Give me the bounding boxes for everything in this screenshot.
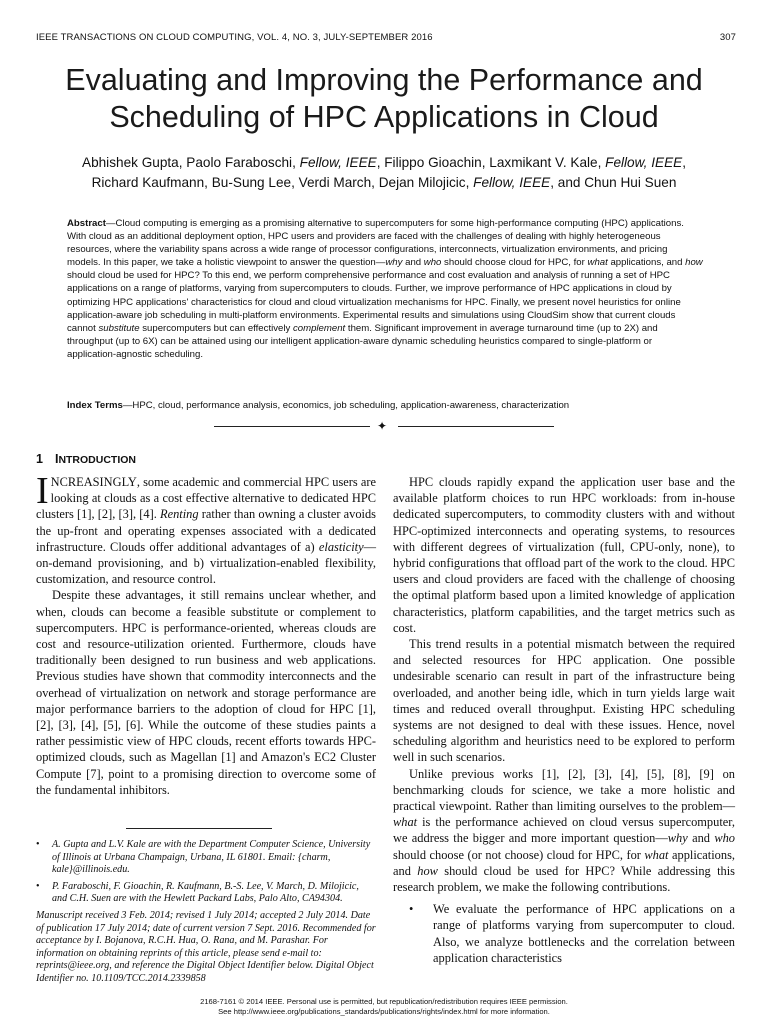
affiliation-note (36, 881, 376, 906)
bullet-icon: • (409, 902, 414, 917)
author-list (40, 153, 728, 193)
manuscript-info: Manuscript received 3 Feb. 2014; revised 1 July 2014; accepted 2 July 2014. Date of publication 17 July 2014; date of current version 7 Sept. 2016. Recommended for acceptance by I. Bojanova, R.C.H. Hua, O. Rana, and M. Parashar. For information on obtaining reprints of this article, please send e-mail to: reprints@ieee.org, and reference the Digital Object Identifier below. Digital Object Identifier no. 10.1109/TCC.2014.2339858 (36, 909, 376, 984)
author-line-1: Abhishek Gupta, Paolo Faraboschi, Fellow, IEEE, Filippo Gioachin, Laxmikant V. Kale, Fellow, IEEE, (82, 155, 686, 170)
lead-in-small-caps: NCREASINGLY (50, 475, 137, 489)
list-item (393, 901, 735, 966)
section-heading (36, 452, 136, 466)
body-paragraph: HPC clouds rapidly expand the application user base and the available platform choices to run HPC workloads: from in-house dedicated supercomputers, to commodity clusters with and without HPC-optimized interconnects and operating systems, to resources with different degrees of virtualization (full, CPU-only, none), to hybrid configurations that offload part of the work to the cloud. HPC users and cloud providers are faced with the challenge of choosing the optimal platform based upon a limited knowledge of application characteristics, platform capabilities, and the target metrics such as cost. (393, 475, 735, 635)
bullet-icon: • (36, 839, 40, 850)
drop-cap: I (36, 470, 49, 512)
abstract-text: —Cloud computing is emerging as a promising alternative to supercomputers for some high-performance computing (HPC) applications. With cloud as an additional deployment option, HPC users and providers are faced with the challenges of dealing with highly heterogeneous resources, where the variability spans across a wide range of processor configurations, interconnects, virtualization environments, and pricing models. In this paper, we take a holistic viewpoint to answer the question—why and who should choose cloud for HPC, for what applications, and how should cloud be used for HPC? To this end, we perform comprehensive performance and cost evaluation and analysis of running a set of HPC applications on a range of platforms, varying from supercomputers to clouds. Further, we improve performance of HPC applications in cloud by optimizing HPC applications' characteristics for cloud and cloud virtualization mechanisms for HPC. Finally, we present novel heuristics for online application-aware job scheduling in multi-platform environments. Experimental results and simulations using CloudSim show that current clouds cannot substitute supercomputers but can effectively complement them. Significant improvement in average turnaround time (up to 2X) and throughput (up to 6X) can be attained using our intelligent application-aware dynamic scheduling heuristics compared to single-platform or application-agnostic scheduling. (67, 218, 703, 360)
footnote-rule (126, 828, 272, 829)
section-title-initial: I (54, 452, 59, 466)
right-column (393, 474, 735, 966)
running-header (36, 32, 736, 46)
bullet-icon: • (36, 880, 40, 892)
index-terms-label: Index Terms (67, 400, 123, 411)
contribution-list (393, 901, 735, 966)
abstract (67, 217, 703, 361)
page-number: 307 (719, 32, 736, 43)
copyright-footer (0, 997, 768, 1017)
journal-info: IEEE TRANSACTIONS ON CLOUD COMPUTING, VOL. 4, NO. 3, JULY-SEPTEMBER 2016 (36, 32, 433, 43)
separator-rule-right (398, 426, 554, 427)
index-terms-text: —HPC, cloud, performance analysis, economics, job scheduling, application-awareness, characterization (122, 400, 570, 411)
section-title-rest: NTRODUCTION (58, 454, 137, 466)
left-column (36, 470, 376, 798)
paragraph-text: , some academic and commercial HPC users are looking at clouds as a cost effective alternative to dedicated HPC clusters [1], [2], [3], [4]. Renting rather than owning a cluster avoids the up-front and operating expenses associated with a dedicated infrastructure. Clouds offer additional advantages of a) elasticity—on-demand provisioning, and b) virtualization-enabled flexibility, customization, and resource control. (36, 475, 376, 587)
footnotes (36, 839, 376, 986)
paper-title: Evaluating and Improving the Performance and Scheduling of HPC Applications in Cloud (65, 63, 703, 134)
affiliation-note (36, 839, 376, 877)
index-terms (67, 399, 703, 412)
affiliation-text: A. Gupta and L.V. Kale are with the Department Computer Science, University of Illinois at Urbana Champaign, Urbana, IL 61801. Email: {charm, kale}@illinois.edu. (52, 839, 371, 876)
author-line-2: Richard Kaufmann, Bu-Sung Lee, Verdi March, Dejan Milojicic, Fellow, IEEE, and Chun Hui Suen (91, 175, 677, 190)
copyright-line-1: 2168-7161 © 2014 IEEE. Personal use is permitted, but republication/redistribution requires IEEE permission. (200, 997, 568, 1006)
body-paragraph: Unlike previous works [1], [2], [3], [4], [5], [8], [9] on benchmarking clouds for science, we take a more holistic and practical viewpoint. Rather than limiting ourselves to the problem—what is the performance achieved on cloud versus supercomputer, we address the bigger and more important question—why and who should choose (or not choose) cloud for HPC, for what applications, and how should cloud be used for HPC? While addressing this research problem, we make the following contributions. (393, 766, 735, 895)
list-item-text: We evaluate the performance of HPC applications on a range of platforms varying from supercomputer to cloud. Also, we analyze bottlenecks and the correlation between application characteristics (433, 902, 735, 965)
abstract-label: Abstract (67, 218, 106, 229)
affiliation-text: P. Faraboschi, F. Gioachin, R. Kaufmann, B.-S. Lee, V. March, D. Milojicic, and C.H. Suen are with the Hewlett Packard Labs, Palo Alto, CA94304. (52, 880, 359, 905)
body-paragraph: Despite these advantages, it still remains unclear whether, and when, clouds can become a feasible substitute or complement to supercomputers. HPC is performance-oriented, whereas clouds are cost and resource-utilization oriented. Furthermore, clouds have traditionally been designed to run business and web applications. Previous studies have shown that commodity interconnects and the overhead of virtualization on network and storage performance are major performance barriers to the adoption of cloud for HPC [1], [2], [3], [4], [5], [6]. While the outcome of these studies paints a rather pessimistic view of HPC clouds, recent efforts towards HPC-optimized clouds, such as Magellan [1] and Amazon's EC2 Cluster Compute [7], point to a promising direction to overcome some of the fundamental inhibitors. (36, 588, 376, 797)
body-paragraph (36, 470, 376, 587)
separator-rule-left (214, 426, 370, 427)
body-paragraph: This trend results in a potential mismatch between the required and selected resources for HPC application. One possible undesirable scenario can result in part of the infrastructure being overloaded, and another being idle, which in turn yields large wait times and reduced overall throughput. Existing HPC scheduling systems are not designed to deal with these issues. Hence, novel scheduling algorithm and heuristics need to be explored to perform well in such scenarios. (393, 637, 735, 765)
section-separator (214, 419, 554, 435)
section-number: 1 (36, 452, 43, 466)
copyright-line-2: See http://www.ieee.org/publications_standards/publications/rights/index.html for more information. (218, 1007, 550, 1016)
diamond-icon: ✦ (377, 419, 388, 433)
